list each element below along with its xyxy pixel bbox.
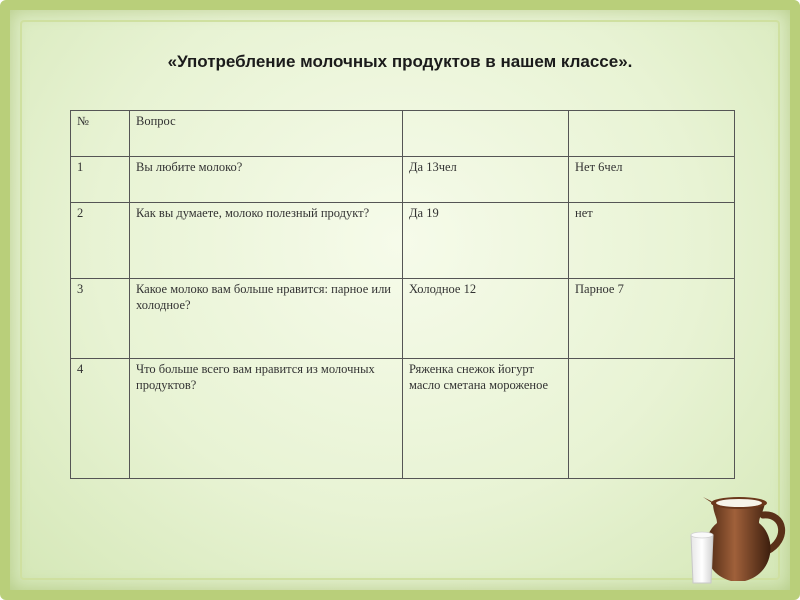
slide-title: «Употребление молочных продуктов в нашем классе».	[167, 52, 633, 71]
table-row	[71, 359, 735, 479]
cell-num: 3	[71, 279, 130, 359]
cell-question: Как вы думаете, молоко полезный продукт?	[130, 203, 403, 279]
cell-question: Вопрос	[130, 111, 403, 157]
cell-num: 4	[71, 359, 130, 479]
cell-answer2: нет	[569, 203, 735, 279]
cell-answer2: Парное 7	[569, 279, 735, 359]
survey-table	[70, 110, 735, 479]
cell-answer1: Холодное 12	[403, 279, 569, 359]
table-row	[71, 279, 735, 359]
table-header-row	[71, 111, 735, 157]
table-row	[71, 157, 735, 203]
cell-answer2: Нет 6чел	[569, 157, 735, 203]
cell-question: Вы любите молоко?	[130, 157, 403, 203]
cell-num: 2	[71, 203, 130, 279]
cell-num: 1	[71, 157, 130, 203]
cell-answer1: Ряженка снежок йогурт масло сметана мороженое	[403, 359, 569, 479]
cell-answer2	[569, 359, 735, 479]
cell-answer1: Да 13чел	[403, 157, 569, 203]
cell-num: №	[71, 111, 130, 157]
cell-answer2	[569, 111, 735, 157]
cell-question: Что больше всего вам нравится из молочных продуктов?	[130, 359, 403, 479]
table-row	[71, 203, 735, 279]
cell-answer1	[403, 111, 569, 157]
milk-jug-and-glass-icon	[685, 485, 795, 585]
cell-question: Какое молоко вам больше нравится: парное или холодное?	[130, 279, 403, 359]
cell-answer1: Да 19	[403, 203, 569, 279]
